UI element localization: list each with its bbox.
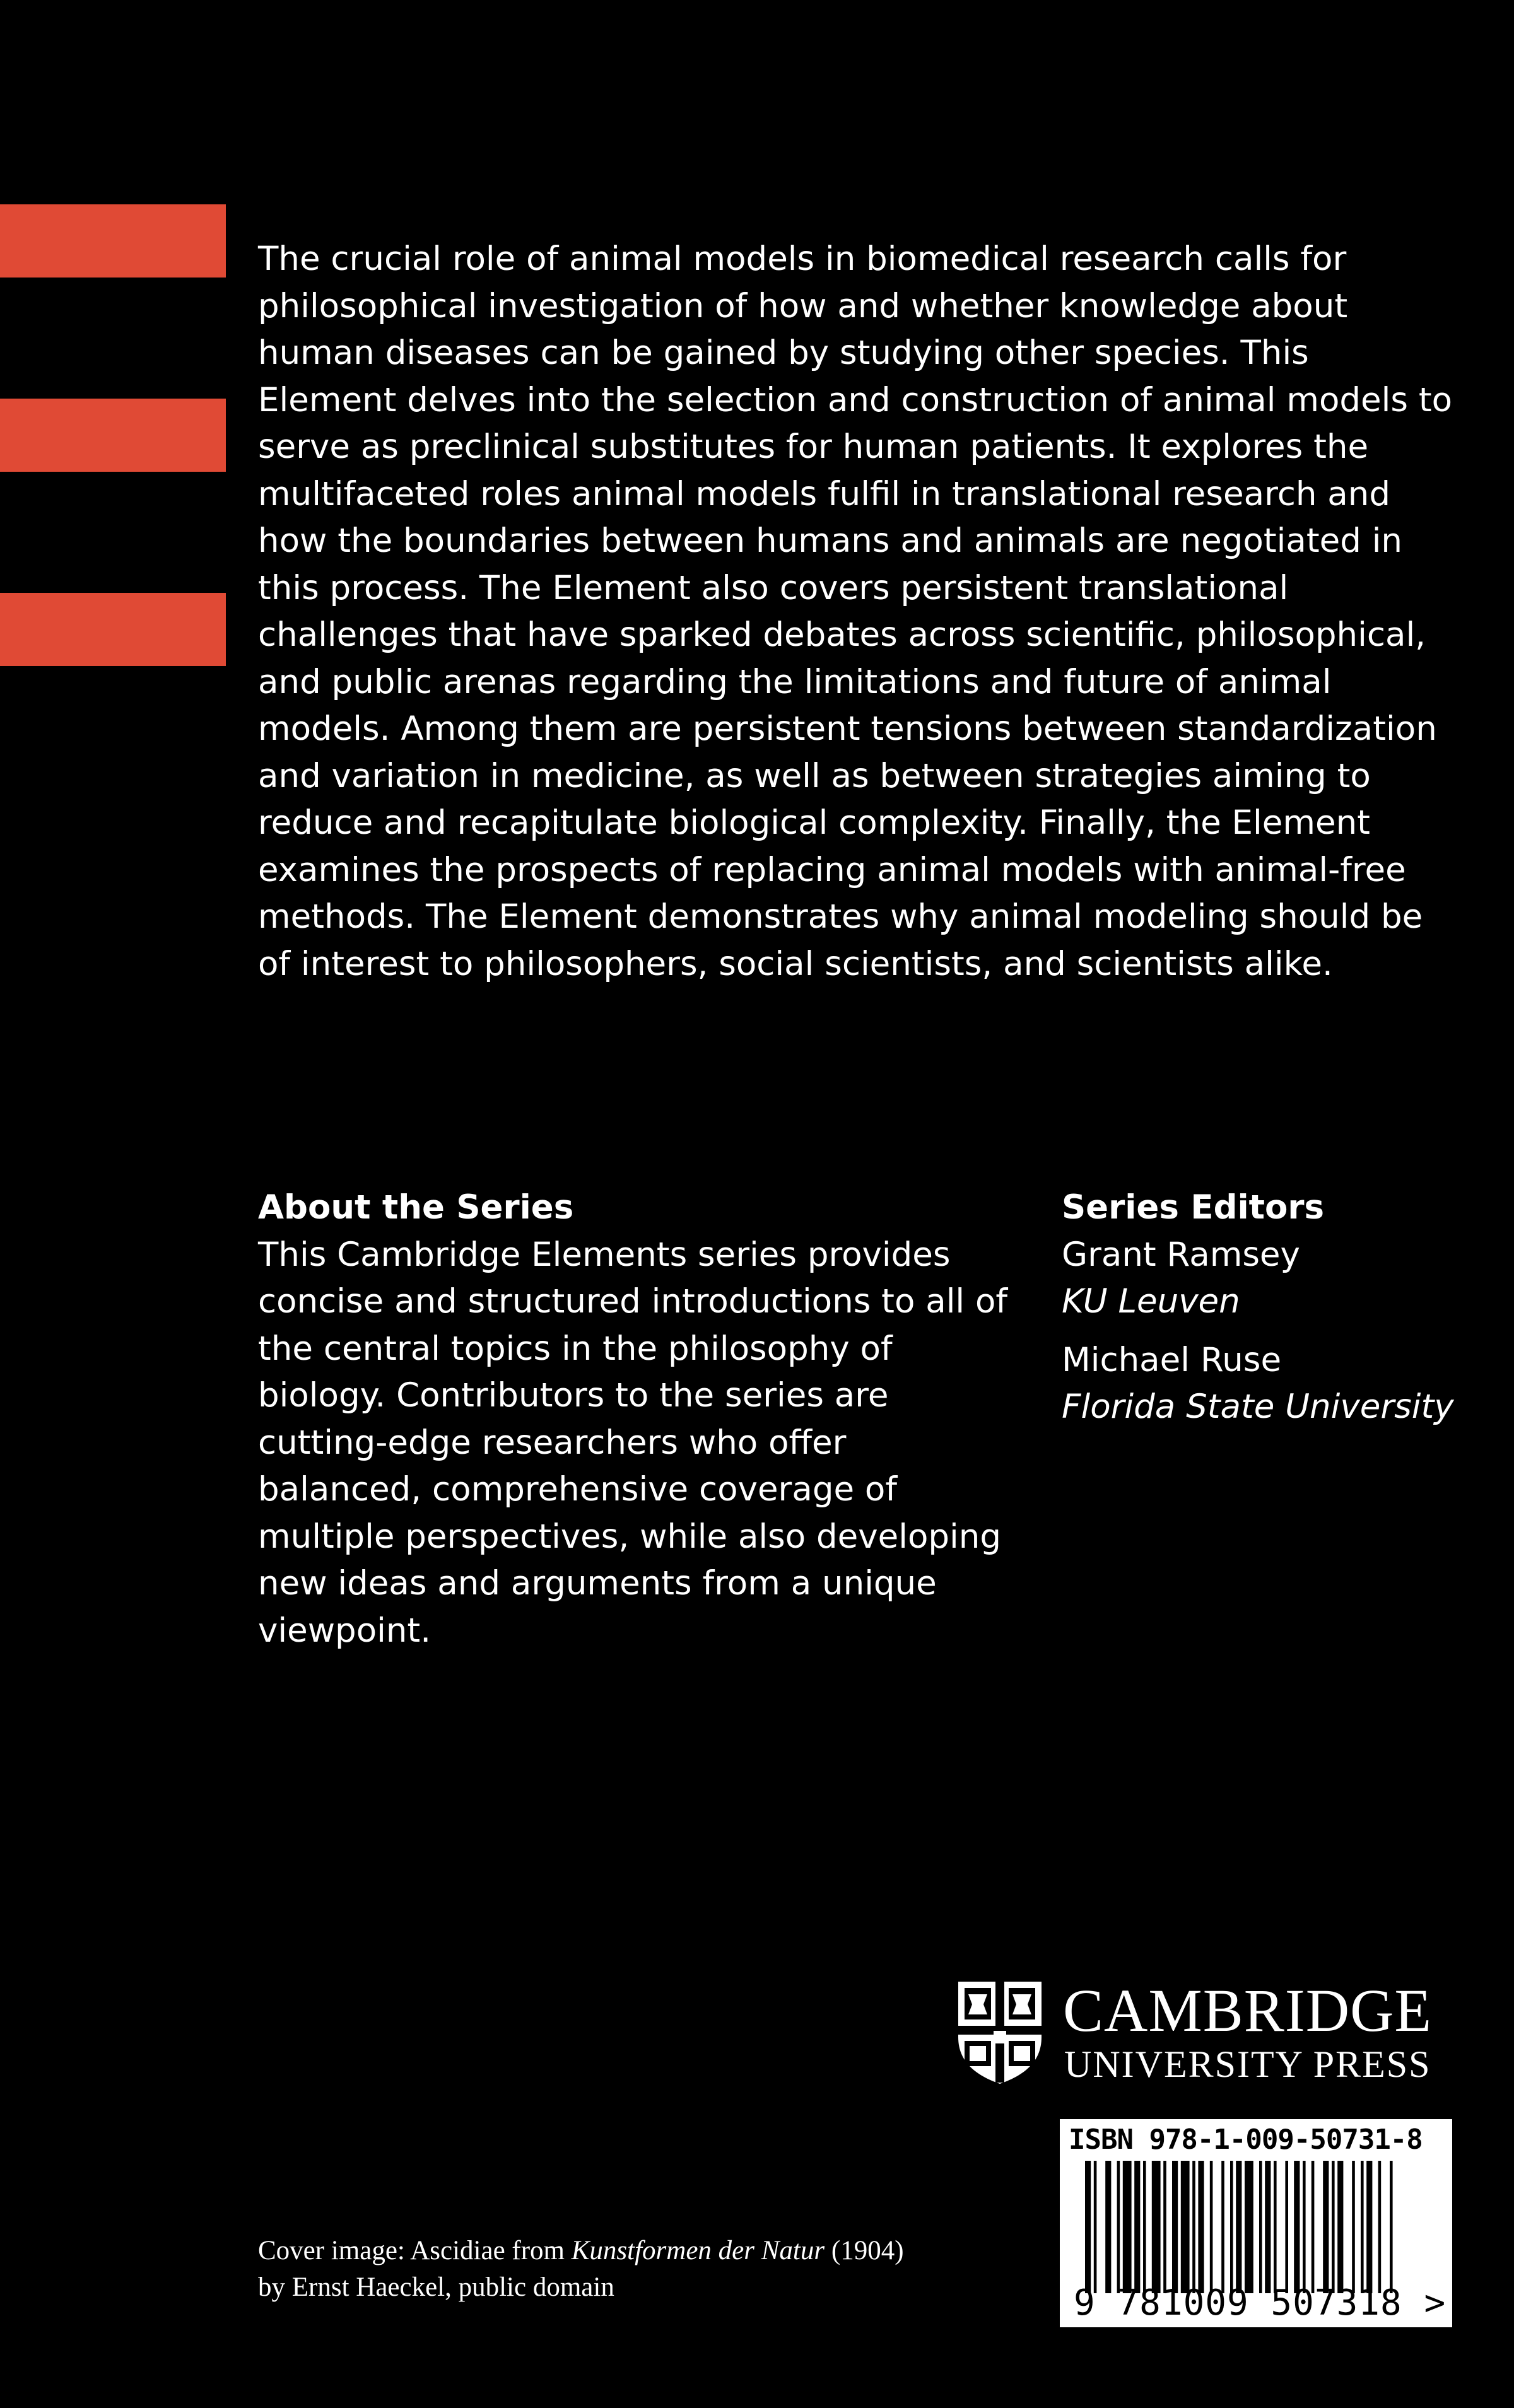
barcode-bar bbox=[1192, 2161, 1195, 2293]
barcode-bar bbox=[1085, 2161, 1091, 2293]
barcode-bar bbox=[1378, 2161, 1382, 2293]
isbn-barcode bbox=[1060, 2119, 1452, 2327]
barcode-digits: 9 781009 507318 > bbox=[1074, 2282, 1447, 2323]
accent-bar-middle bbox=[0, 399, 226, 472]
barcode-bar bbox=[1337, 2161, 1343, 2293]
barcode-bar bbox=[1181, 2161, 1190, 2293]
barcode-bar bbox=[1123, 2161, 1132, 2293]
editor-entry bbox=[1062, 1337, 1465, 1431]
isbn-label: ISBN 978-1-009-50731-8 bbox=[1069, 2124, 1423, 2156]
barcode-bar bbox=[1094, 2161, 1097, 2293]
barcode-bar bbox=[1134, 2161, 1140, 2293]
editor-affiliation: Florida State University bbox=[1062, 1388, 1454, 1426]
barcode-bar bbox=[1152, 2161, 1161, 2293]
barcode-bar bbox=[1143, 2161, 1146, 2293]
barcode-bar bbox=[1366, 2161, 1372, 2293]
publisher-name: CAMBRIDGE bbox=[1063, 1977, 1433, 2044]
barcode-bar bbox=[1332, 2161, 1335, 2293]
editor-name: Michael Ruse bbox=[1062, 1340, 1282, 1379]
publisher-subtitle: UNIVERSITY PRESS bbox=[1064, 2043, 1431, 2085]
barcode-bar bbox=[1312, 2161, 1315, 2293]
about-heading: About the Series bbox=[258, 1188, 574, 1227]
credit-work-title: Kunstformen der Natur bbox=[571, 2236, 825, 2265]
barcode-bar bbox=[1210, 2161, 1213, 2293]
about-the-series bbox=[258, 1184, 1009, 1654]
barcode-bar bbox=[1198, 2161, 1204, 2293]
cover-image-credit bbox=[258, 2233, 1015, 2306]
barcode-bar bbox=[1172, 2161, 1178, 2293]
barcode-bars bbox=[1060, 2161, 1452, 2300]
barcode-bar bbox=[1352, 2161, 1355, 2293]
barcode-bar bbox=[1285, 2161, 1288, 2293]
barcode-bar bbox=[1390, 2161, 1393, 2293]
credit-author: by Ernst Haeckel, public domain bbox=[258, 2272, 614, 2302]
about-text: This Cambridge Elements series provides concise and structured introductions to all of the central topics in the philosophy of biology. Contributors to the series are cutting-edge researchers who offer balanced, comprehensive coverage of multiple perspectives, while also developing new ideas and arguments from a unique viewpoint. bbox=[258, 1235, 1008, 1650]
barcode-bar bbox=[1245, 2161, 1253, 2293]
series-editors bbox=[1062, 1184, 1465, 1442]
editor-entry bbox=[1062, 1232, 1465, 1326]
credit-prefix: Cover image: Ascidiae from bbox=[258, 2236, 572, 2265]
editor-name: Grant Ramsey bbox=[1062, 1235, 1300, 1274]
accent-bar-top bbox=[0, 204, 226, 278]
barcode-bar bbox=[1230, 2161, 1233, 2293]
barcode-bar bbox=[1117, 2161, 1120, 2293]
barcode-bar bbox=[1361, 2161, 1364, 2293]
barcode-bar bbox=[1105, 2161, 1111, 2293]
barcode-bar bbox=[1303, 2161, 1306, 2293]
barcode-bar bbox=[1221, 2161, 1224, 2293]
editor-affiliation: KU Leuven bbox=[1062, 1282, 1240, 1321]
credit-year: (1904) bbox=[824, 2236, 904, 2265]
barcode-bar bbox=[1236, 2161, 1241, 2293]
editors-heading: Series Editors bbox=[1062, 1188, 1325, 1227]
university-crest-icon bbox=[956, 1979, 1044, 2085]
barcode-bar bbox=[1259, 2161, 1262, 2293]
accent-bar-bottom bbox=[0, 593, 226, 666]
barcode-bar bbox=[1163, 2161, 1166, 2293]
book-blurb: The crucial role of animal models in biomedical research calls for philosophical investigation of how and whether knowledge about human diseases can be gained by studying other species. This Element delves into the selection and construction of animal models to serve as preclinical substitutes for human patients. It explores the multifaceted roles animal models fulfil in translational research and how the boundaries between humans and animals are negotiated in this process. The Element also covers persistent translational challenges that have sparked debates across scientific, philosophical, and public arenas regarding the limitations and future of animal models. Among them are persistent tensions between standardization and variation in medicine, as well as between strategies aiming to reduce and recapitulate biological complexity. Finally, the Element examines the prospects of replacing animal models with animal-free methods. The Element demonstrates why animal modeling should be of interest to philosophers, social scientists, and scientists alike. bbox=[258, 240, 1453, 983]
barcode-bar bbox=[1274, 2161, 1277, 2293]
barcode-bar bbox=[1294, 2161, 1300, 2293]
barcode-bar bbox=[1323, 2161, 1329, 2293]
publisher-logo bbox=[956, 1979, 1454, 2086]
barcode-bar bbox=[1265, 2161, 1270, 2293]
